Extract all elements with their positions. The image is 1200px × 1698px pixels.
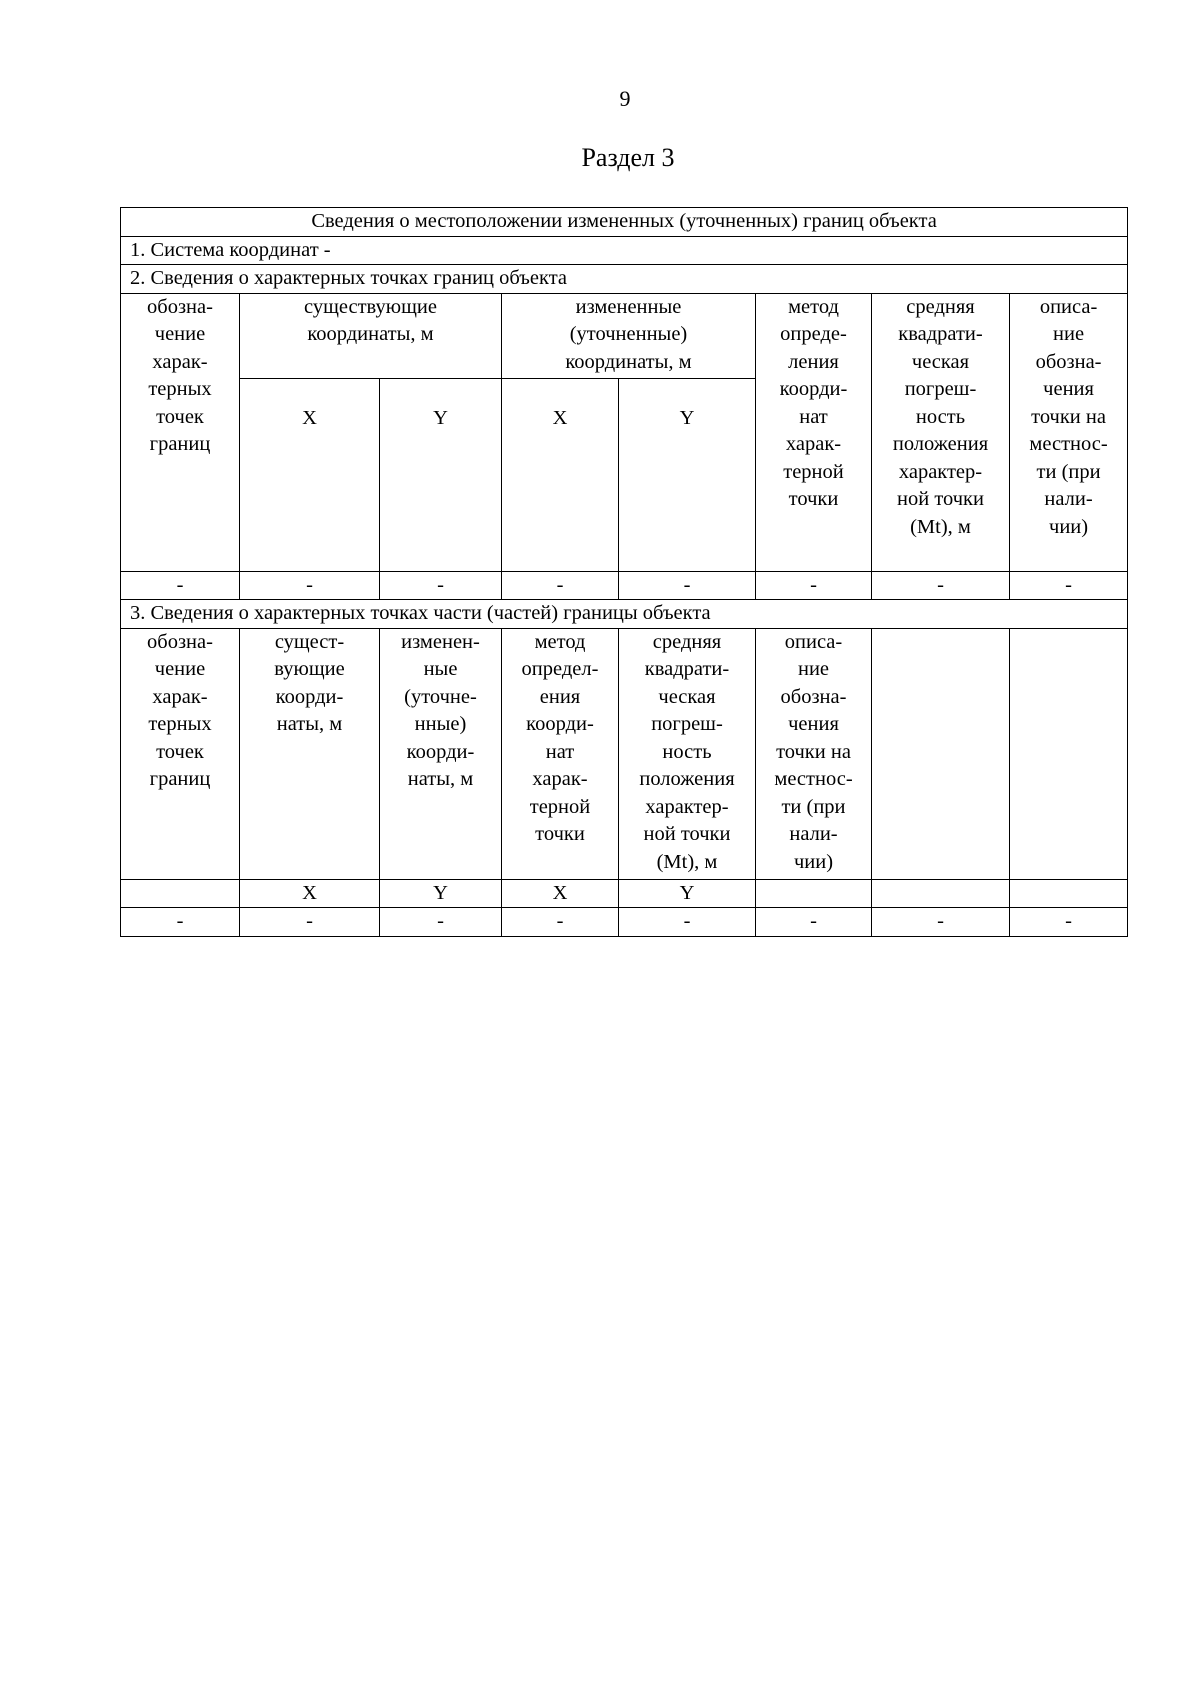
s3-designation-header: обозна- чение харак- терных точек границ [121, 628, 240, 879]
table-cell [872, 879, 1010, 908]
table-row [121, 908, 1128, 937]
s2-description-header: описа- ние обозна- чения точки на местнос- ти (при нали- чии) [1010, 293, 1128, 571]
section-title: Раздел 3 [581, 143, 675, 172]
table-cell: - [1010, 908, 1128, 937]
s3-empty-header [872, 628, 1010, 879]
table-title: Сведения о местоположении измененных (уточненных) границ объекта [121, 208, 1128, 237]
table-cell: - [380, 908, 502, 937]
s2-error-header: средняя квадрати- ческая погреш- ность положения характер- ной точки (Mt), м [872, 293, 1010, 571]
s2-x1-header: X [240, 378, 380, 571]
table-cell [121, 879, 240, 908]
table-cell: Y [619, 879, 756, 908]
table-cell: X [240, 879, 380, 908]
s2-method-header: метод опреде- ления коорди- нат харак- терной точки [756, 293, 872, 571]
s2-existing-coords-header: существующие координаты, м [240, 293, 502, 378]
table-title-row [121, 208, 1128, 237]
s3-empty-header [1010, 628, 1128, 879]
table-cell: - [240, 908, 380, 937]
page-number: 9 [619, 86, 631, 111]
section3-xy-row [121, 879, 1128, 908]
s3-error-header: средняя квадрати- ческая погреш- ность положения характер- ной точки (Mt), м [619, 628, 756, 879]
table-cell: - [121, 908, 240, 937]
table-cell: - [240, 571, 380, 600]
table-cell: - [619, 571, 756, 600]
table-cell: - [756, 908, 872, 937]
coordinate-system-row [121, 236, 1128, 265]
table-cell: - [502, 908, 619, 937]
table-cell: - [1010, 571, 1128, 600]
coordinate-system-label: 1. Система координат - [121, 236, 1128, 265]
table-cell: - [121, 571, 240, 600]
table-cell: Y [380, 879, 502, 908]
s2-changed-coords-header: измененные (уточненные) координаты, м [502, 293, 756, 378]
s3-existing-coords-header: сущест- вующие коорди- наты, м [240, 628, 380, 879]
s2-y2-header: Y [619, 378, 756, 571]
section2-header-row [121, 293, 1128, 378]
table-row [121, 571, 1128, 600]
table-cell [1010, 879, 1128, 908]
s3-method-header: метод определ- ения коорди- нат харак- терной точки [502, 628, 619, 879]
table-cell: - [502, 571, 619, 600]
s2-y1-header: Y [380, 378, 502, 571]
table-cell: - [380, 571, 502, 600]
table-cell: X [502, 879, 619, 908]
table-cell: - [872, 908, 1010, 937]
s2-x2-header: X [502, 378, 619, 571]
section3-header-row [121, 628, 1128, 879]
table-cell [756, 879, 872, 908]
section3-heading-row [121, 600, 1128, 629]
s2-designation-header: обозна- чение харак- терных точек границ [121, 293, 240, 571]
table-cell: - [619, 908, 756, 937]
table-cell: - [872, 571, 1010, 600]
s3-changed-coords-header: изменен- ные (уточне- нные) коорди- наты, м [380, 628, 502, 879]
boundary-points-table [120, 207, 1128, 937]
section2-heading-row [121, 265, 1128, 294]
section3-heading: 3. Сведения о характерных точках части (частей) границы объекта [121, 600, 1128, 629]
section2-heading: 2. Сведения о характерных точках границ объекта [121, 265, 1128, 294]
s3-description-header: описа- ние обозна- чения точки на местнос- ти (при нали- чии) [756, 628, 872, 879]
table-cell: - [756, 571, 872, 600]
